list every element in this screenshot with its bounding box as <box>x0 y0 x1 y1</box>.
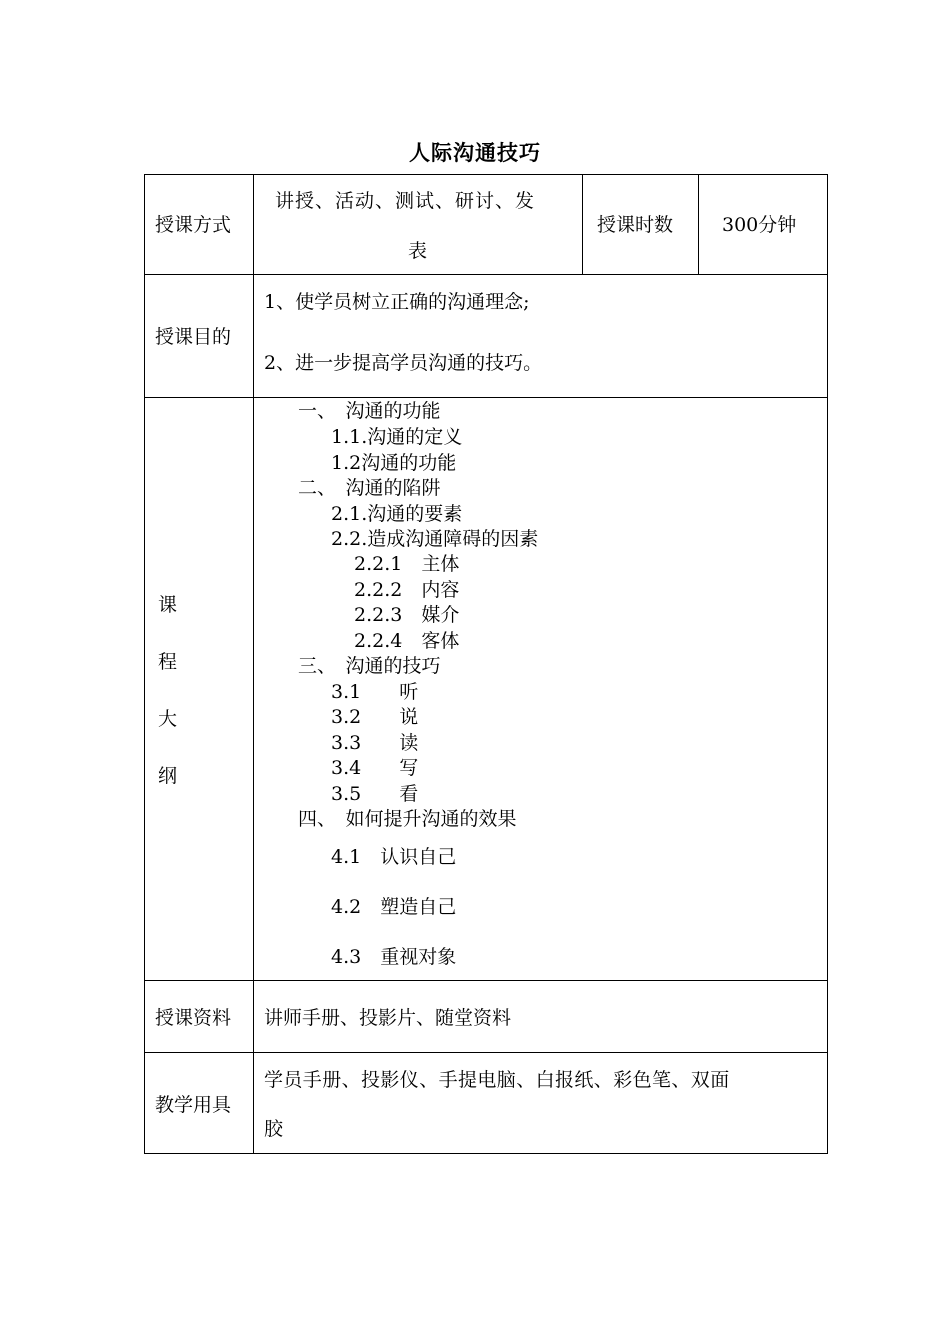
outline-heading-2: 二、 沟通的陷阱 <box>298 477 441 499</box>
column-divider <box>253 174 254 1154</box>
outline-subitem: 2.2.4 客体 <box>354 630 460 652</box>
outline-label-char: 程 <box>158 651 178 673</box>
row-divider <box>144 397 828 398</box>
outline-label-char: 课 <box>158 594 178 616</box>
mode-value-line1: 讲授、活动、测试、研讨、发 <box>275 190 536 212</box>
outline-item: 4.3 重视对象 <box>331 946 457 968</box>
outline-item: 3.3 读 <box>331 732 419 754</box>
hours-label: 授课时数 <box>597 214 674 236</box>
outline-item: 1.2沟通的功能 <box>331 452 457 474</box>
mode-label: 授课方式 <box>155 214 232 236</box>
objective-label: 授课目的 <box>155 326 232 348</box>
column-divider <box>698 174 699 274</box>
row-divider <box>144 980 828 981</box>
outline-subitem: 2.2.1 主体 <box>354 553 460 575</box>
hours-value: 300分钟 <box>722 214 797 236</box>
outline-heading-3: 三、 沟通的技巧 <box>298 655 441 677</box>
column-divider <box>582 174 583 274</box>
materials-value: 讲师手册、投影片、随堂资料 <box>264 1007 512 1029</box>
materials-label: 授课资料 <box>155 1007 232 1029</box>
outline-item: 2.2.造成沟通障碍的因素 <box>331 528 539 550</box>
objective-item-1: 1、使学员树立正确的沟通理念; <box>264 291 530 313</box>
outline-heading-1: 一、 沟通的功能 <box>298 400 441 422</box>
tools-value-line1: 学员手册、投影仪、手提电脑、白报纸、彩色笔、双面 <box>264 1069 730 1091</box>
outline-label-char: 大 <box>158 708 178 730</box>
mode-value-line2: 表 <box>408 240 428 262</box>
outline-subitem: 2.2.2 内容 <box>354 579 460 601</box>
outline-item: 4.1 认识自己 <box>331 846 457 868</box>
outline-item: 3.1 听 <box>331 681 419 703</box>
outline-item: 2.1.沟通的要素 <box>331 503 463 525</box>
outline-heading-4: 四、 如何提升沟通的效果 <box>298 808 517 830</box>
outline-item: 1.1.沟通的定义 <box>331 426 463 448</box>
outline-subitem: 2.2.3 媒介 <box>354 604 460 626</box>
row-divider <box>144 1052 828 1053</box>
outline-item: 3.4 写 <box>331 757 419 779</box>
tools-label: 教学用具 <box>155 1094 232 1116</box>
document-title: 人际沟通技巧 <box>409 140 541 165</box>
outline-item: 3.2 说 <box>331 706 419 728</box>
row-divider <box>144 274 828 275</box>
outline-item: 3.5 看 <box>331 783 419 805</box>
tools-value-line2: 胶 <box>264 1118 284 1140</box>
outline-label-char: 纲 <box>158 765 178 787</box>
outline-item: 4.2 塑造自己 <box>331 896 457 918</box>
objective-item-2: 2、进一步提高学员沟通的技巧。 <box>264 352 543 374</box>
